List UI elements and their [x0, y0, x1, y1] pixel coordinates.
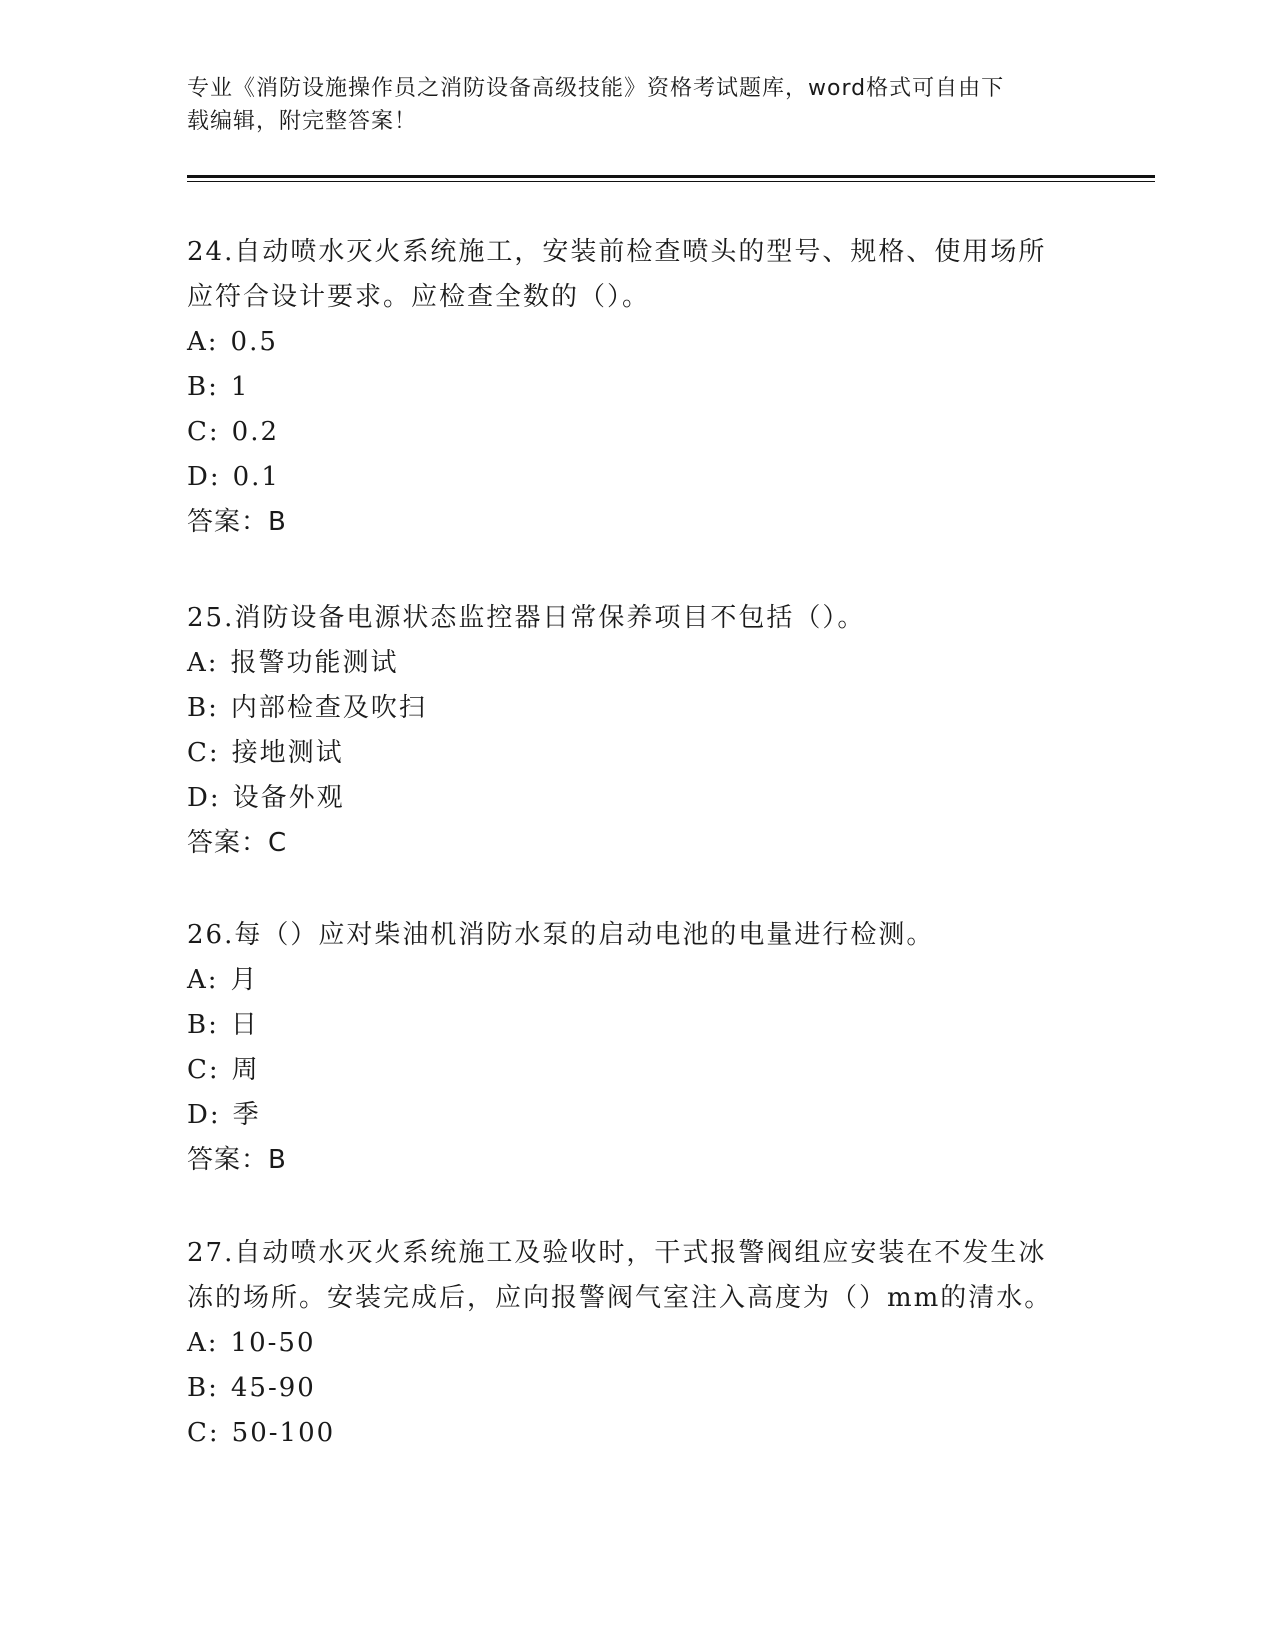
answer-label: 答案： — [187, 507, 269, 537]
option-separator: : — [207, 648, 219, 678]
option-b — [187, 686, 1087, 731]
option-letter: D — [187, 783, 210, 813]
option-text: 接地测试 — [231, 738, 344, 768]
option-c — [187, 410, 1087, 455]
option-letter: B — [187, 1373, 209, 1403]
option-separator: : — [209, 1100, 221, 1130]
option-text: 1 — [230, 372, 250, 402]
option-text: 月 — [230, 965, 259, 995]
question-text-line-2: 应符合设计要求。应检查全数的（）。 — [187, 282, 651, 312]
option-separator: : — [207, 1328, 219, 1358]
option-separator: : — [207, 327, 219, 357]
question-24 — [187, 230, 1087, 545]
question-text-line-1: 26.每（）应对柴油机消防水泵的启动电池的电量进行检测。 — [187, 920, 935, 950]
option-text: 日 — [230, 1010, 259, 1040]
option-separator: : — [208, 693, 219, 723]
option-text: 0.2 — [231, 417, 280, 447]
option-text: 内部检查及吹扫 — [230, 693, 427, 723]
header-rule-thin — [187, 181, 1155, 182]
question-text-line-2: 冻的场所。安装完成后，应向报警阀气室注入高度为（）mm的清水。 — [187, 1283, 1053, 1313]
option-text: 10-50 — [230, 1328, 316, 1358]
option-letter: A — [187, 648, 208, 678]
option-letter: A — [187, 327, 208, 357]
question-text-line-1: 25.消防设备电源状态监控器日常保养项目不包括（）。 — [187, 603, 866, 633]
option-a — [187, 320, 1087, 365]
option-text: 周 — [231, 1055, 260, 1085]
option-letter: C — [187, 1055, 209, 1085]
answer-line — [187, 1138, 1087, 1183]
option-text: 设备外观 — [232, 783, 345, 813]
header-line-1: 专业《消防设施操作员之消防设备高级技能》资格考试题库，word格式可自由下 — [187, 76, 1005, 101]
document-header — [187, 72, 1067, 138]
answer-label: 答案： — [187, 1145, 269, 1175]
answer-label: 答案： — [187, 828, 269, 858]
option-letter: C — [187, 417, 209, 447]
header-rule-thick — [187, 175, 1155, 178]
option-separator: : — [208, 1418, 220, 1448]
question-27 — [187, 1231, 1087, 1456]
option-a — [187, 641, 1087, 686]
option-separator: : — [208, 1055, 220, 1085]
option-c — [187, 1048, 1087, 1093]
option-text: 0.1 — [232, 462, 280, 492]
answer-value: C — [268, 828, 288, 858]
option-text: 季 — [232, 1100, 261, 1130]
option-d — [187, 1093, 1087, 1138]
question-26 — [187, 913, 1087, 1183]
option-separator: : — [209, 462, 221, 492]
option-c — [187, 1411, 1087, 1456]
option-a — [187, 958, 1087, 1003]
option-b — [187, 1003, 1087, 1048]
option-separator: : — [208, 417, 220, 447]
header-line-2: 载编辑，附完整答案！ — [187, 109, 418, 134]
option-separator: : — [208, 1010, 219, 1040]
option-text: 50-100 — [231, 1418, 336, 1448]
option-c — [187, 731, 1087, 776]
answer-value: B — [268, 1145, 287, 1175]
option-letter: B — [187, 372, 209, 402]
answer-line — [187, 821, 1087, 866]
answer-value: B — [268, 507, 287, 537]
answer-line — [187, 500, 1087, 545]
option-separator: : — [208, 738, 220, 768]
question-25 — [187, 596, 1087, 866]
option-d — [187, 455, 1087, 500]
option-letter: D — [187, 1100, 210, 1130]
option-letter: D — [187, 462, 210, 492]
option-d — [187, 776, 1087, 821]
option-letter: B — [187, 1010, 209, 1040]
option-a — [187, 1321, 1087, 1366]
option-separator: : — [208, 1373, 219, 1403]
option-separator: : — [208, 372, 219, 402]
option-letter: C — [187, 1418, 209, 1448]
option-letter: B — [187, 693, 209, 723]
question-text-line-1: 27.自动喷水灭火系统施工及验收时，干式报警阀组应安装在不发生冰 — [187, 1238, 1047, 1268]
option-letter: A — [187, 1328, 208, 1358]
option-separator: : — [209, 783, 221, 813]
option-separator: : — [207, 965, 219, 995]
option-b — [187, 365, 1087, 410]
option-b — [187, 1366, 1087, 1411]
option-text: 0.5 — [230, 327, 278, 357]
option-letter: A — [187, 965, 208, 995]
option-text: 报警功能测试 — [230, 648, 399, 678]
question-text-line-1: 24.自动喷水灭火系统施工，安装前检查喷头的型号、规格、使用场所 — [187, 237, 1047, 267]
option-text: 45-90 — [230, 1373, 316, 1403]
option-letter: C — [187, 738, 209, 768]
